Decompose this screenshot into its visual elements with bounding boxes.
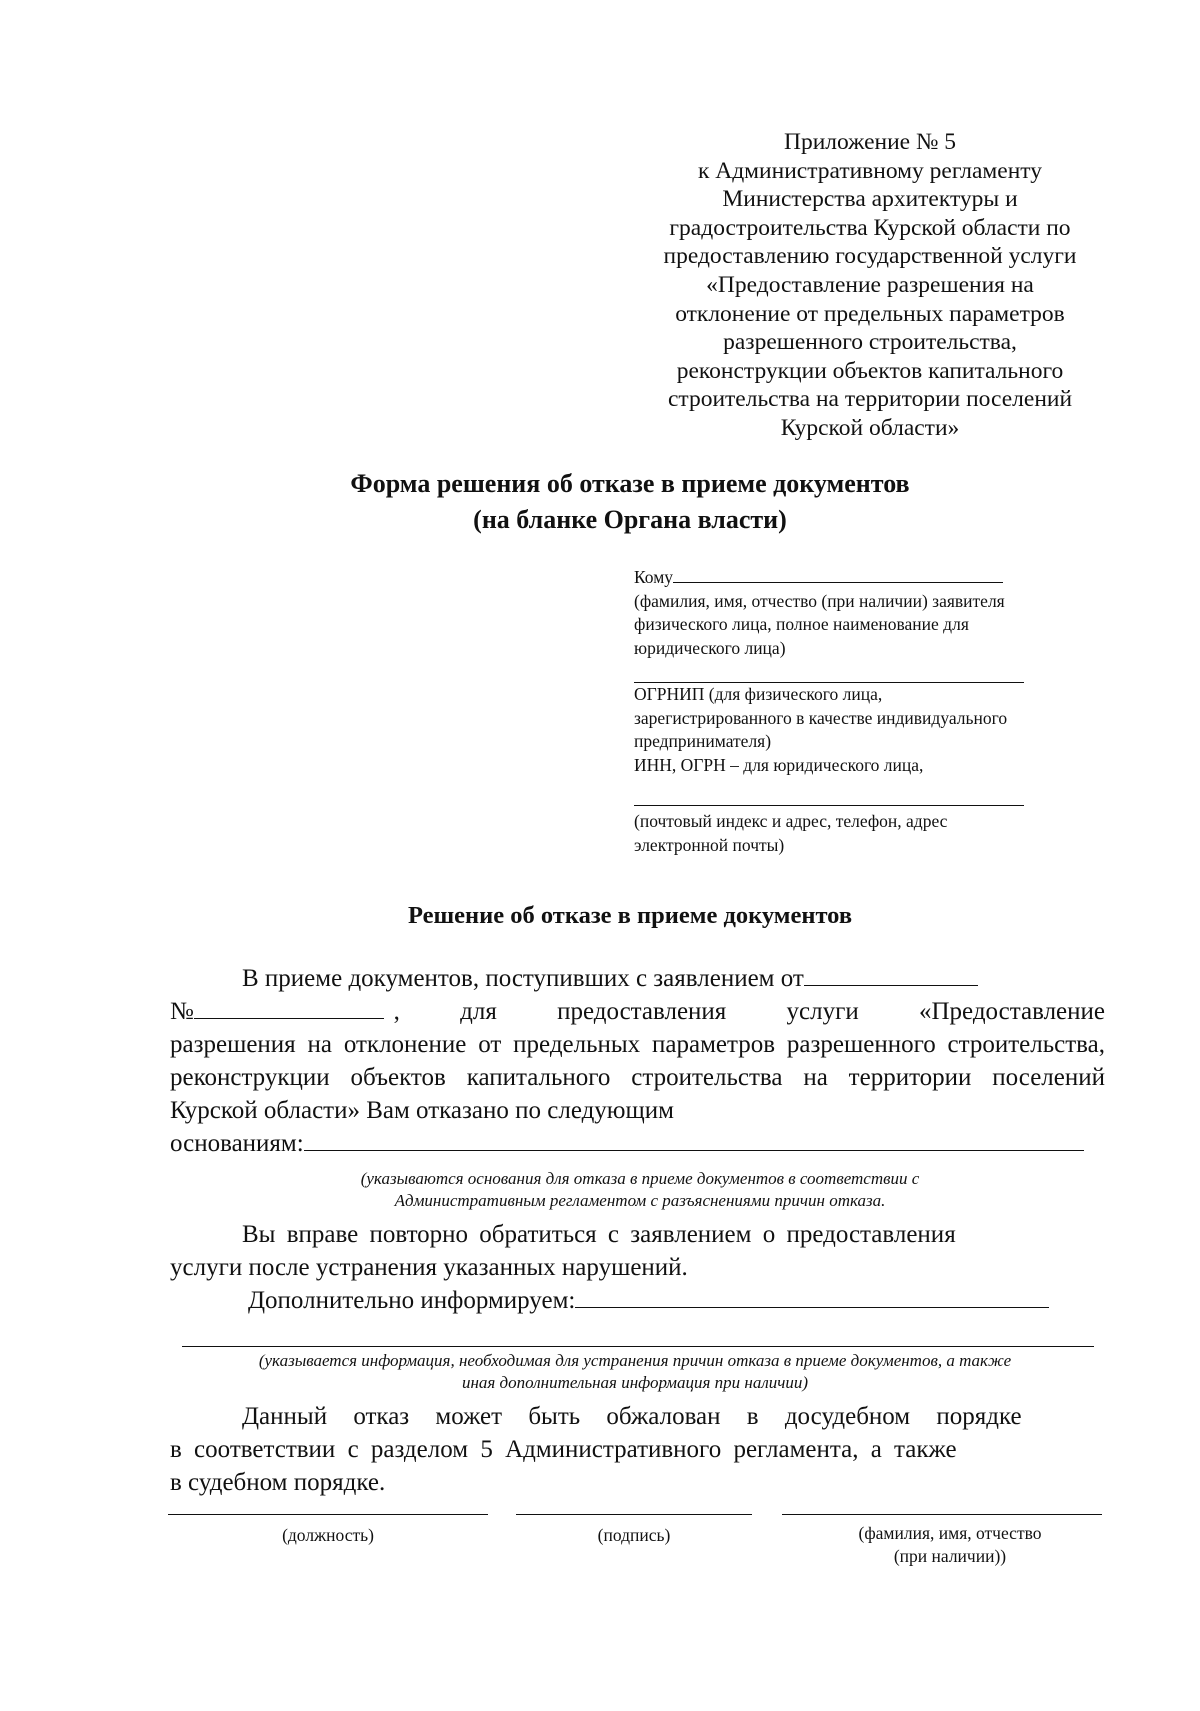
grounds-fill-line bbox=[304, 1149, 1084, 1151]
hint-line: (указывается информация, необходимая для устранения причин отказа в приеме документов, а также bbox=[258, 1351, 1012, 1370]
body-line: Данный отказ может быть обжалован в досудебном порядке bbox=[242, 1403, 1022, 1430]
decision-title: Решение об отказе в приеме документов bbox=[407, 902, 853, 929]
signature-label: (подпись) bbox=[597, 1525, 671, 1545]
appendix-line: Приложение № 5 bbox=[783, 129, 957, 155]
body-line bbox=[170, 995, 1105, 1028]
paragraph-additional-info bbox=[170, 1284, 1105, 1317]
signature-fill-line bbox=[516, 1514, 752, 1515]
form-title-subline: (на бланке Органа власти) bbox=[473, 505, 787, 534]
info-hint bbox=[160, 1350, 1110, 1394]
appendix-line: строительства на территории поселений bbox=[667, 386, 1073, 413]
address-hint-line: (почтовый индекс и адрес, телефон, адрес bbox=[634, 811, 948, 831]
body-line bbox=[170, 962, 1105, 995]
appendix-line: «Предоставление разрешения на bbox=[706, 271, 1034, 298]
number-sign: № bbox=[170, 998, 194, 1025]
body-line bbox=[170, 1127, 1105, 1160]
body-line: в соответствии с разделом 5 Административного регламента, а также bbox=[170, 1436, 957, 1463]
appendix-line: реконструкции объектов капитального bbox=[676, 357, 1064, 384]
appendix-line: отклонение от предельных параметров bbox=[675, 300, 1065, 327]
to-fill-line bbox=[673, 581, 1003, 583]
paragraph-grounds bbox=[170, 962, 1105, 1160]
id-hint-line: зарегистрированного в качестве индивидуального bbox=[634, 707, 1008, 728]
id-hint-line: ИНН, ОГРН – для юридического лица, bbox=[634, 754, 924, 775]
name-label-line: (при наличии)) bbox=[893, 1546, 1007, 1566]
body-line: Вы вправе повторно обратиться с заявлением о предоставления bbox=[242, 1221, 956, 1248]
number-fill-line bbox=[194, 1017, 384, 1019]
appendix-line: Курской области» bbox=[780, 414, 960, 441]
appendix-line: Министерства архитектуры и bbox=[722, 186, 1018, 213]
body-text: Дополнительно информируем: bbox=[248, 1287, 576, 1314]
appendix-line: градостроительства Курской области по bbox=[669, 214, 1071, 241]
hint-line: (указываются основания для отказа в приеме документов в соответствии с bbox=[360, 1169, 920, 1188]
name-label-line: (фамилия, имя, отчество bbox=[858, 1523, 1042, 1543]
name-fill-line bbox=[782, 1514, 1102, 1515]
info-fill-line bbox=[575, 1306, 1049, 1308]
appendix-line: предоставлению государственной услуги bbox=[663, 243, 1077, 270]
addressee-hint-line: физического лица, полное наименование для bbox=[634, 614, 969, 634]
grounds-hint bbox=[240, 1168, 1040, 1212]
appendix-header bbox=[640, 128, 1100, 443]
body-text: В приеме документов, поступивших с заявлением от bbox=[242, 965, 804, 992]
info-fill-line-2 bbox=[182, 1346, 1094, 1347]
position-fill-line bbox=[168, 1514, 488, 1515]
hint-line: иная дополнительная информация при наличии) bbox=[461, 1373, 809, 1392]
id-hint-line: ОГРНИП (для физического лица, bbox=[634, 684, 883, 704]
name-label bbox=[800, 1522, 1100, 1568]
form-title bbox=[250, 466, 1010, 538]
paragraph-reapply bbox=[170, 1218, 1105, 1284]
appendix-line: к Административному регламенту bbox=[697, 157, 1043, 184]
address-fill-line bbox=[634, 805, 1024, 806]
to-label: Кому bbox=[634, 567, 674, 587]
addressee-block bbox=[634, 566, 1094, 857]
body-line: услуги после устранения указанных нарушений. bbox=[170, 1254, 688, 1281]
form-title-line: Форма решения об отказе в приеме документов bbox=[350, 469, 910, 498]
position-label: (должность) bbox=[282, 1525, 374, 1545]
addressee-hint-line: юридического лица) bbox=[634, 637, 786, 658]
address-hint-line: электронной почты) bbox=[634, 834, 785, 855]
body-line bbox=[170, 1284, 1105, 1317]
body-line: в судебном порядке. bbox=[170, 1469, 386, 1496]
addressee-hint-line: (фамилия, имя, отчество (при наличии) заявителя bbox=[634, 590, 1005, 611]
id-hint-line: предпринимателя) bbox=[634, 731, 772, 751]
body-text: , для предоставления услуги «Предоставление bbox=[393, 998, 1105, 1025]
appendix-line: разрешенного строительства, bbox=[723, 329, 1017, 356]
number-prefix bbox=[170, 995, 384, 1028]
hint-line: Административным регламентом с разъяснениями причин отказа. bbox=[394, 1191, 886, 1210]
date-fill-line bbox=[804, 984, 978, 986]
body-text: основаниям: bbox=[170, 1130, 304, 1157]
body-text: разрешения на отклонение от предельных параметров разрешенного строительства, реконструкции объектов капитального строительства на территории поселений Курской области» Вам отказано по следующим bbox=[170, 1031, 1105, 1124]
addressee-to-row bbox=[634, 566, 1094, 590]
paragraph-appeal bbox=[170, 1400, 1105, 1499]
